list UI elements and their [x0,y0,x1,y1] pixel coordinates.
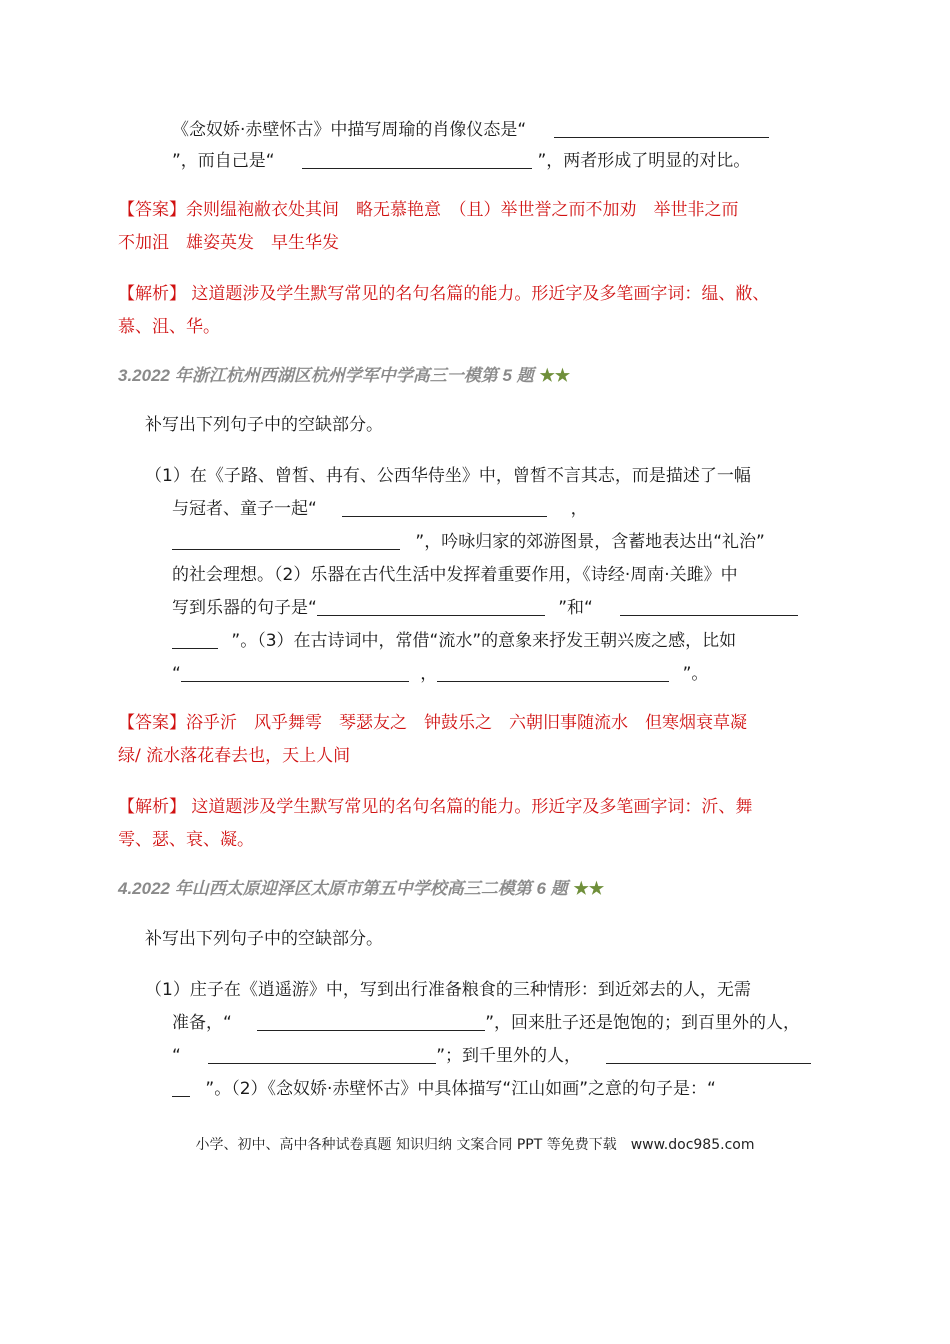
answer-blank [342,498,547,517]
analysis-line: 【解析】 这道题涉及学生默写常见的名句名篇的能力。形近字及多笔画字词：缊、敝、 [118,284,770,304]
answer-blank [181,663,409,682]
answer-line: 【答案】浴乎沂 风乎舞雩 琴瑟友之 钟鼓乐之 六朝旧事随流水 但寒烟衰草凝 [118,713,747,733]
answer-blank [554,119,769,138]
answer-blank [437,663,669,682]
answer-line: 【答案】余则缊袍敝衣处其间 略无慕艳意 （且）举世誉之而不加劝 举世非之而 [118,200,739,220]
question-text-line: 《念奴娇·赤壁怀古》中描写周瑜的肖像仪态是“ [172,118,769,142]
question-heading: 4.2022 年山西太原迎泽区太原市第五中学校高三二模第 6 题 ★★ [118,879,605,898]
question-text-line: ”。（2）《念奴娇·赤壁怀古》中具体描写“江山如画”之意的句子是：“ [172,1077,716,1101]
answer-blank [317,597,545,616]
question-text-line: 的社会理想。（2）乐器在古代生活中发挥着重要作用，《诗经·周南·关雎》中 [172,565,738,585]
answer-line: 不加沮 雄姿英发 早生华发 [118,233,339,253]
question-heading: 3.2022 年浙江杭州西湖区杭州学军中学高三一模第 5 题 ★★ [118,366,571,385]
question-text-line: （1）庄子在《逍遥游》中，写到出行准备粮食的三种情形：到近郊去的人，无需 [145,980,751,1000]
answer-line: 绿/ 流水落花春去也，天上人间 [118,746,351,766]
question-text-line: 写到乐器的句子是“ ”和“ [172,596,798,620]
question-text-line: “ ， ”。 [172,664,709,684]
question-intro: 补写出下列句子中的空缺部分。 [145,929,383,949]
analysis-line: 雩、瑟、衰、凝。 [118,830,254,850]
answer-blank [172,1078,190,1097]
question-text-line: ”，而自己是“ ”，两者形成了明显的对比。 [172,151,751,171]
answer-blank [172,531,400,550]
question-text-line: 与冠者、童子一起“ ， [172,499,588,519]
answer-blank [620,597,798,616]
analysis-line: 【解析】 这道题涉及学生默写常见的名句名篇的能力。形近字及多笔画字词：沂、舞 [118,797,753,817]
question-text-line: “ ”；到千里外的人， [172,1044,811,1068]
difficulty-stars: ★★ [573,879,605,898]
answer-blank [606,1045,811,1064]
answer-blank [302,150,532,169]
answer-blank [257,1012,485,1031]
question-text-line: ”，吟咏归家的郊游图景，含蓄地表达出“礼治” [172,530,765,554]
answer-blank [208,1045,436,1064]
question-text-line: （1）在《子路、曾皙、冉有、公西华侍坐》中，曾皙不言其志，而是描述了一幅 [145,466,751,486]
question-text-line: ”。（3）在古诗词中，常借“流水”的意象来抒发王朝兴废之感，比如 [172,629,736,653]
answer-blank [172,630,218,649]
question-text-line: 准备，“ ”，回来肚子还是饱饱的；到百里外的人， [172,1013,801,1033]
difficulty-stars: ★★ [539,366,571,385]
page-footer: 小学、初中、高中各种试卷真题 知识归纳 文案合同 PPT 等免费下载 www.doc985.com [195,1137,755,1153]
analysis-line: 慕、沮、华。 [118,317,220,337]
question-intro: 补写出下列句子中的空缺部分。 [145,415,383,435]
